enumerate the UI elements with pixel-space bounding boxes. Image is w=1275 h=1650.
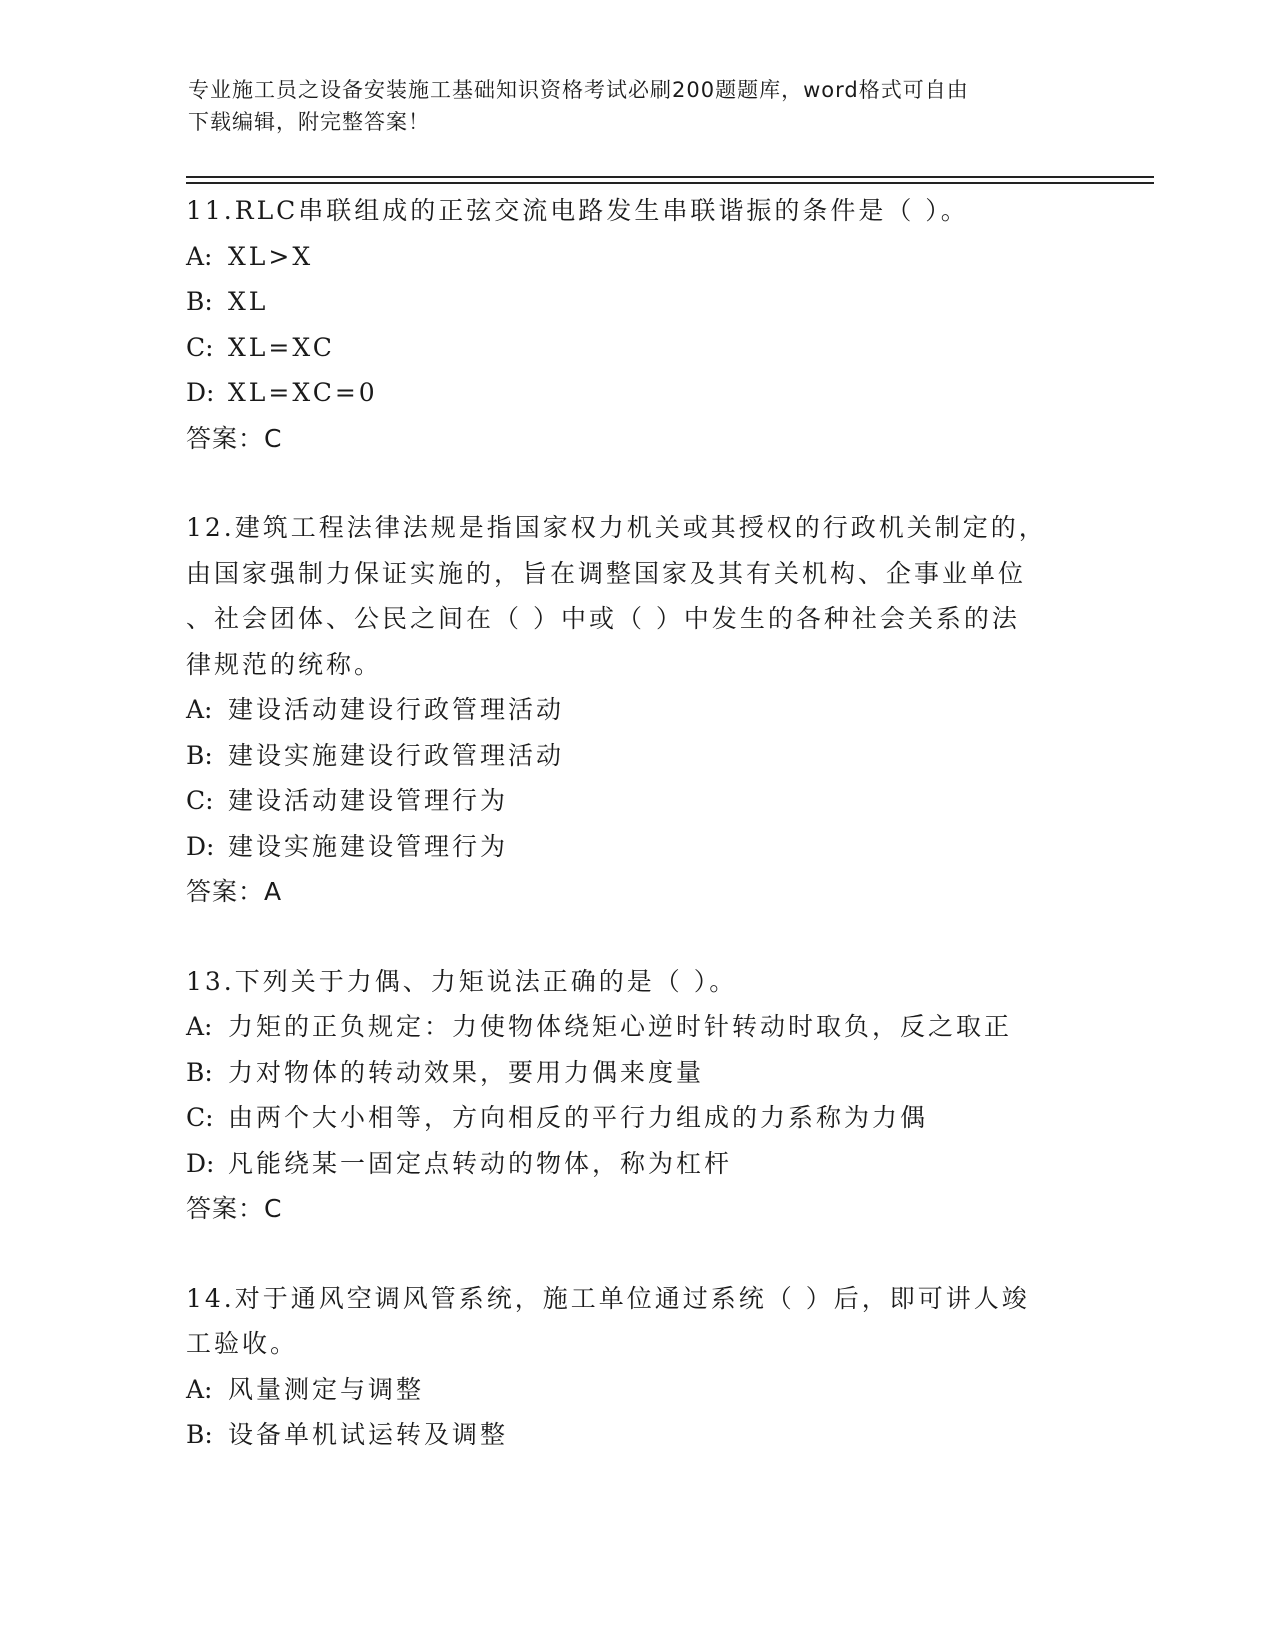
question-line: 工验收。 bbox=[186, 1329, 299, 1358]
header-line: 专业施工员之设备安装施工基础知识资格考试必刷200题题库，word格式可自由 bbox=[188, 78, 969, 102]
option-key: D: bbox=[186, 1148, 215, 1178]
option-b bbox=[186, 1050, 1066, 1096]
question-item bbox=[186, 959, 1066, 1232]
header-divider bbox=[186, 176, 1154, 178]
option-b bbox=[186, 279, 1066, 325]
option-d bbox=[186, 1141, 1066, 1187]
question-item bbox=[186, 505, 1066, 915]
option-key: D: bbox=[186, 378, 215, 407]
option-text: 建设活动建设行政管理活动 bbox=[228, 695, 565, 724]
question-line: 由国家强制力保证实施的，旨在调整国家及其有关机构、企事业单位 bbox=[186, 558, 1027, 588]
document-header bbox=[188, 74, 1088, 138]
option-text: 风量测定与调整 bbox=[228, 1374, 425, 1404]
question-text bbox=[186, 188, 1066, 234]
option-key: A: bbox=[186, 1374, 213, 1404]
option-text: 建设实施建设行政管理活动 bbox=[228, 740, 565, 770]
option-c bbox=[186, 1095, 1066, 1141]
question-text bbox=[186, 959, 1066, 1005]
answer-line: 答案：C bbox=[186, 423, 283, 453]
option-text: XL bbox=[228, 287, 269, 316]
option-a bbox=[186, 1004, 1066, 1050]
option-text: XL>X bbox=[228, 241, 314, 271]
option-a bbox=[186, 1367, 1066, 1413]
answer-line: 答案：C bbox=[186, 1194, 283, 1223]
question-line: 、社会团体、公民之间在（ ）中或（ ）中发生的各种社会关系的法 bbox=[186, 604, 1020, 633]
option-text: 设备单机试运转及调整 bbox=[228, 1420, 509, 1449]
option-b bbox=[186, 1412, 1066, 1458]
option-text: 力矩的正负规定：力使物体绕矩心逆时针转动时取负，反之取正 bbox=[228, 1012, 1013, 1041]
option-key: B: bbox=[186, 287, 213, 316]
option-text: 力对物体的转动效果，要用力偶来度量 bbox=[228, 1057, 705, 1087]
option-key: A: bbox=[186, 695, 213, 724]
question-line: 11.RLC串联组成的正弦交流电路发生串联谐振的条件是（ ）。 bbox=[186, 196, 969, 225]
option-d bbox=[186, 824, 1066, 870]
question-line: 14.对于通风空调风管系统，施工单位通过系统（ ）后，即可讲人竣 bbox=[186, 1283, 1030, 1313]
option-key: C: bbox=[186, 332, 214, 362]
question-line: 13.下列关于力偶、力矩说法正确的是（ ）。 bbox=[186, 966, 738, 996]
option-text: 建设实施建设管理行为 bbox=[228, 831, 509, 861]
option-text: 建设活动建设管理行为 bbox=[228, 786, 509, 815]
question-list bbox=[186, 188, 1066, 1502]
question-line: 12.建筑工程法律法规是指国家权力机关或其授权的行政机关制定的， bbox=[186, 513, 1047, 542]
question-text bbox=[186, 505, 1066, 687]
option-key: B: bbox=[186, 740, 213, 770]
option-key: C: bbox=[186, 1103, 214, 1132]
question-line: 律规范的统称。 bbox=[186, 649, 383, 679]
option-a bbox=[186, 234, 1066, 280]
option-key: A: bbox=[186, 241, 213, 271]
option-key: A: bbox=[186, 1012, 213, 1041]
option-text: XL=XC=0 bbox=[228, 378, 378, 407]
option-key: B: bbox=[186, 1420, 213, 1449]
option-b bbox=[186, 733, 1066, 779]
answer-line: 答案：A bbox=[186, 877, 283, 906]
header-divider bbox=[186, 182, 1154, 184]
option-key: C: bbox=[186, 786, 214, 815]
question-item bbox=[186, 1276, 1066, 1458]
option-text: XL=XC bbox=[228, 332, 335, 362]
question-item bbox=[186, 188, 1066, 461]
option-key: B: bbox=[186, 1057, 213, 1087]
question-text bbox=[186, 1276, 1066, 1367]
option-c bbox=[186, 325, 1066, 371]
option-a bbox=[186, 687, 1066, 733]
option-key: D: bbox=[186, 831, 215, 861]
option-text: 凡能绕某一固定点转动的物体，称为杠杆 bbox=[228, 1148, 733, 1178]
header-line: 下载编辑，附完整答案！ bbox=[188, 110, 430, 134]
option-text: 由两个大小相等，方向相反的平行力组成的力系称为力偶 bbox=[228, 1103, 929, 1132]
option-d bbox=[186, 370, 1066, 416]
option-c bbox=[186, 778, 1066, 824]
